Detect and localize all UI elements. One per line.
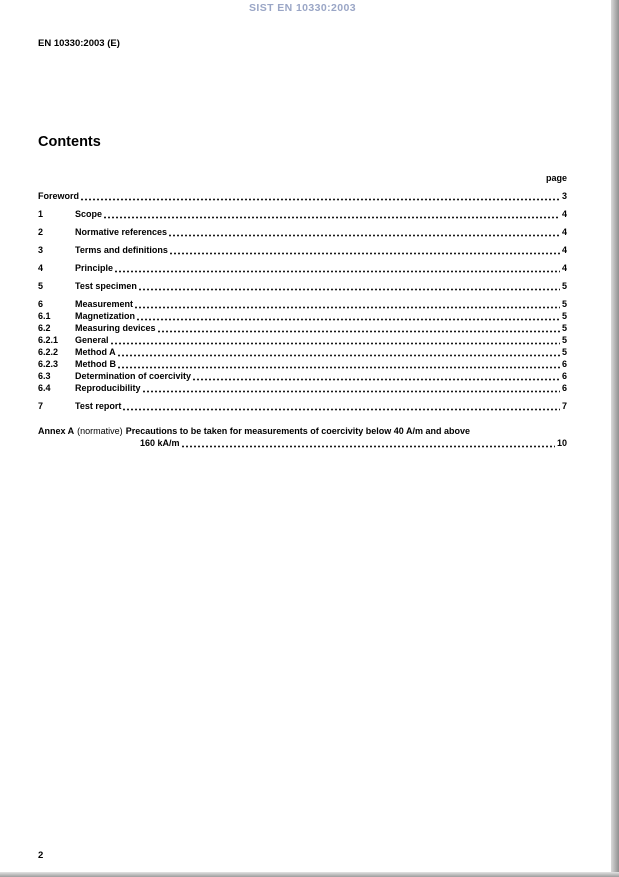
annex-entry bbox=[38, 425, 567, 449]
document-reference: EN 10330:2003 (E) bbox=[38, 38, 120, 49]
contents-title: Contents bbox=[38, 134, 101, 150]
toc-entry-number: 6.2.2 bbox=[38, 347, 59, 357]
annex-line2 bbox=[38, 437, 567, 449]
dot-leader bbox=[182, 445, 555, 448]
toc-entry-page: 5 bbox=[561, 281, 567, 291]
toc-entry-page: 4 bbox=[561, 263, 567, 273]
toc-entry-page: 5 bbox=[561, 347, 567, 357]
annex-label: Annex A bbox=[38, 426, 75, 436]
toc-entry bbox=[38, 400, 567, 412]
toc-entry-page: 5 bbox=[561, 335, 567, 345]
toc-entry-title: Measuring devices bbox=[75, 323, 156, 333]
toc-entry-number: 6.2 bbox=[38, 323, 51, 333]
toc-entry bbox=[38, 226, 567, 238]
toc-entry-page: 4 bbox=[561, 209, 567, 219]
toc-entry-title: Reproducibility bbox=[75, 383, 141, 393]
dot-leader bbox=[158, 330, 560, 333]
toc-entry-number: 6.4 bbox=[38, 383, 51, 393]
toc-entry-number: 6.3 bbox=[38, 371, 51, 381]
toc-entry-title: Method B bbox=[75, 359, 116, 369]
toc-entry-title: Terms and definitions bbox=[75, 245, 168, 255]
toc-entry bbox=[38, 208, 567, 220]
toc-entry-number: 5 bbox=[38, 281, 44, 291]
toc-entry-title: Test specimen bbox=[75, 281, 137, 291]
toc-entry bbox=[38, 334, 567, 346]
dot-leader bbox=[111, 342, 560, 345]
toc-entry-page: 7 bbox=[561, 401, 567, 411]
toc-entry-number: 3 bbox=[38, 245, 44, 255]
toc-entry-title: General bbox=[75, 335, 109, 345]
toc-entry-number: 2 bbox=[38, 227, 44, 237]
annex-title: Precautions to be taken for measurements of coercivity below 40 A/m and above bbox=[125, 426, 470, 436]
dot-leader bbox=[104, 216, 560, 219]
toc-entry bbox=[38, 346, 567, 358]
toc-entry-number: 6.2.3 bbox=[38, 359, 59, 369]
toc bbox=[38, 190, 567, 412]
annex-line1 bbox=[38, 425, 567, 437]
dot-leader bbox=[193, 378, 560, 381]
dot-leader bbox=[135, 306, 560, 309]
page-column-label: page bbox=[545, 173, 567, 183]
annex-title-continued: 160 kA/m bbox=[140, 438, 180, 448]
toc-entry-number: 7 bbox=[38, 401, 44, 411]
toc-entry-page: 4 bbox=[561, 227, 567, 237]
dot-leader bbox=[170, 252, 560, 255]
toc-entry bbox=[38, 358, 567, 370]
dot-leader bbox=[115, 270, 560, 273]
annex-page: 10 bbox=[556, 438, 567, 448]
toc-entry-page: 3 bbox=[561, 191, 567, 201]
toc-entry bbox=[38, 280, 567, 292]
dot-leader bbox=[118, 354, 560, 357]
toc-entry-title: Normative references bbox=[75, 227, 168, 237]
toc-entry bbox=[38, 262, 567, 274]
scan-edge-bottom bbox=[0, 872, 619, 877]
toc-entry-title: Determination of coercivity bbox=[75, 371, 192, 381]
toc-entry bbox=[38, 190, 567, 202]
toc-entry-number: 6.1 bbox=[38, 311, 51, 321]
dot-leader bbox=[81, 198, 560, 201]
page-number-footer: 2 bbox=[38, 850, 44, 861]
toc-entry-page: 6 bbox=[561, 359, 567, 369]
toc-entry-page: 5 bbox=[561, 299, 567, 309]
toc-entry-number: 4 bbox=[38, 263, 44, 273]
toc-entry bbox=[38, 322, 567, 334]
annex-qualifier: (normative) bbox=[77, 426, 123, 436]
toc-entry-page: 4 bbox=[561, 245, 567, 255]
dot-leader bbox=[137, 318, 560, 321]
toc-entry-page: 6 bbox=[561, 371, 567, 381]
watermark-header: SIST EN 10330:2003 bbox=[248, 2, 356, 14]
toc-entry-page: 5 bbox=[561, 323, 567, 333]
toc-entry-title: Foreword bbox=[38, 191, 80, 201]
toc-entry-number: 6.2.1 bbox=[38, 335, 59, 345]
dot-leader bbox=[118, 366, 560, 369]
toc-entry-number: 1 bbox=[38, 209, 44, 219]
toc-entry-title: Principle bbox=[75, 263, 114, 273]
dot-leader bbox=[139, 288, 560, 291]
toc-entry-title: Scope bbox=[75, 209, 103, 219]
toc-entry-title: Test report bbox=[75, 401, 122, 411]
toc-entry bbox=[38, 310, 567, 322]
toc-entry-title: Measurement bbox=[75, 299, 134, 309]
dot-leader bbox=[143, 390, 560, 393]
toc-entry bbox=[38, 298, 567, 310]
toc-entry-number: 6 bbox=[38, 299, 44, 309]
toc-entry bbox=[38, 382, 567, 394]
toc-entry-title: Method A bbox=[75, 347, 116, 357]
dot-leader bbox=[123, 408, 560, 411]
toc-entry bbox=[38, 244, 567, 256]
toc-entry bbox=[38, 370, 567, 382]
toc-entry-page: 5 bbox=[561, 311, 567, 321]
toc-entry-title: Magnetization bbox=[75, 311, 135, 321]
toc-entry-page: 6 bbox=[561, 383, 567, 393]
scan-edge-right bbox=[611, 0, 619, 877]
dot-leader bbox=[169, 234, 560, 237]
